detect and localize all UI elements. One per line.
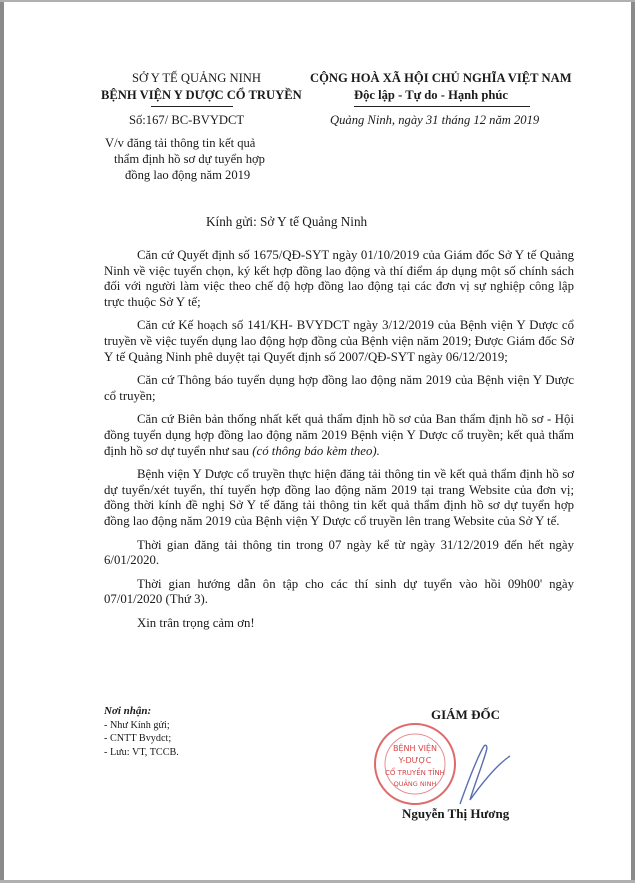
place-date: Quảng Ninh, ngày 31 tháng 12 năm 2019 [330,113,540,127]
motto: Độc lập - Tự do - Hạnh phúc [354,88,508,102]
page-edge-top [0,0,635,2]
recipients-title: Nơi nhận: [104,705,152,717]
paragraph-6: Thời gian đăng tải thông tin trong 07 ngày kể từ ngày 31/12/2019 đến hết ngày 6/01/2020. [104,537,574,568]
paragraph-4 [104,412,574,459]
paragraph-5: Bệnh viện Y Dược cổ truyền thực hiện đăng tải thông tin về kết quả thẩm định hồ sơ dự tuyển/xét tuyển, thí tuyển hợp đồng lao động năm 2019 tại trang Website của đơn vị; đồng thời kính đề nghị Sở Y tế đăng tải thông tin kết quả thẩm định hồ sơ dự tuyển hợp đồng lao động năm 2019 của Bệnh viện Y Dược cổ truyền lên trang Website của Sở Y tế. [104,467,574,528]
stamp-line-1: BỆNH VIỆN [393,744,437,753]
paragraph-4-text: Căn cứ Biên bản thống nhất kết quả thẩm định hồ sơ của Ban thẩm định hồ sơ - Hội đồng tuyển dụng hợp đồng lao động năm 2019 Bệnh viện Y Dược cổ truyền; kết quả thẩm định hồ sơ dự tuyển như sau [104,412,574,458]
dept-name: SỞ Y TẾ QUẢNG NINH [132,71,261,85]
recipient-item: - Như Kính gửi; [104,719,170,731]
recipient-item: - Lưu: VT, TCCB. [104,746,179,758]
closing: Xin trân trọng cảm ơn! [137,615,255,630]
motto-underline [354,106,530,107]
signer-name: Nguyễn Thị Hương [402,806,510,821]
letter-body [104,248,574,631]
page-edge-left [0,0,4,883]
paragraph-3: Căn cứ Thông báo tuyển dụng hợp đồng lao động năm 2019 của Bệnh viện Y Dược cổ truyền; [104,373,574,403]
hospital-name: BỆNH VIỆN Y DƯỢC CỔ TRUYỀN [101,88,302,102]
doc-number: Số:167/ BC-BVYDCT [129,113,245,127]
subject-line-1: V/v đăng tải thông tin kết quả [105,136,256,150]
country-name: CỘNG HOÀ XÃ HỘI CHỦ NGHĨA VIỆT NAM [310,71,572,85]
signature-title: GIÁM ĐỐC [431,707,500,722]
stamp-line-3: CỔ TRUYỀN TỈNH [385,769,445,777]
recipient-item: - CNTT Bvydct; [104,733,172,744]
paragraph-1: Căn cứ Quyết định số 1675/QĐ-SYT ngày 01/10/2019 của Giám đốc Sở Y tế Quảng Ninh về việc tuyển chọn, ký kết hợp đồng lao động và thí điểm áp dụng một số chính sách đối với người làm việc theo chế độ hợp đồng lao động tại các đơn vị sự nghiệp công lập trực thuộc Sở Y tế; [104,248,574,309]
stamp-line-4: QUẢNG NINH [393,780,437,788]
stamp-line-2: Y-DƯỢC [398,756,432,765]
subject-line-3: đồng lao động năm 2019 [125,168,251,182]
hospital-underline [151,106,233,107]
signature-scribble [460,745,510,804]
page-edge-right [631,0,635,883]
paragraph-4-note: (có thông báo kèm theo). [252,443,380,458]
salutation: Kính gửi: Sở Y tế Quảng Ninh [206,214,368,229]
subject-line-2: thẩm định hồ sơ dự tuyển hợp [114,152,265,166]
paragraph-2: Căn cứ Kế hoạch số 141/KH- BVYDCT ngày 3/12/2019 của Bệnh viện Y Dược cổ truyền về việc tuyển dụng lao động hợp đồng của Bệnh viện năm 2019; Được Giám đốc Sở Y tế Quảng Ninh phê duyệt tại Quyết định số 2007/QĐ-SYT ngày 06/12/2019; [104,318,574,364]
recipients [104,705,179,759]
paragraph-7: Thời gian hướng dẫn ôn tập cho các thí sinh dự tuyển vào hồi 09h00' ngày 07/01/2020 (Thứ 3). [104,576,574,607]
official-stamp [370,716,530,816]
